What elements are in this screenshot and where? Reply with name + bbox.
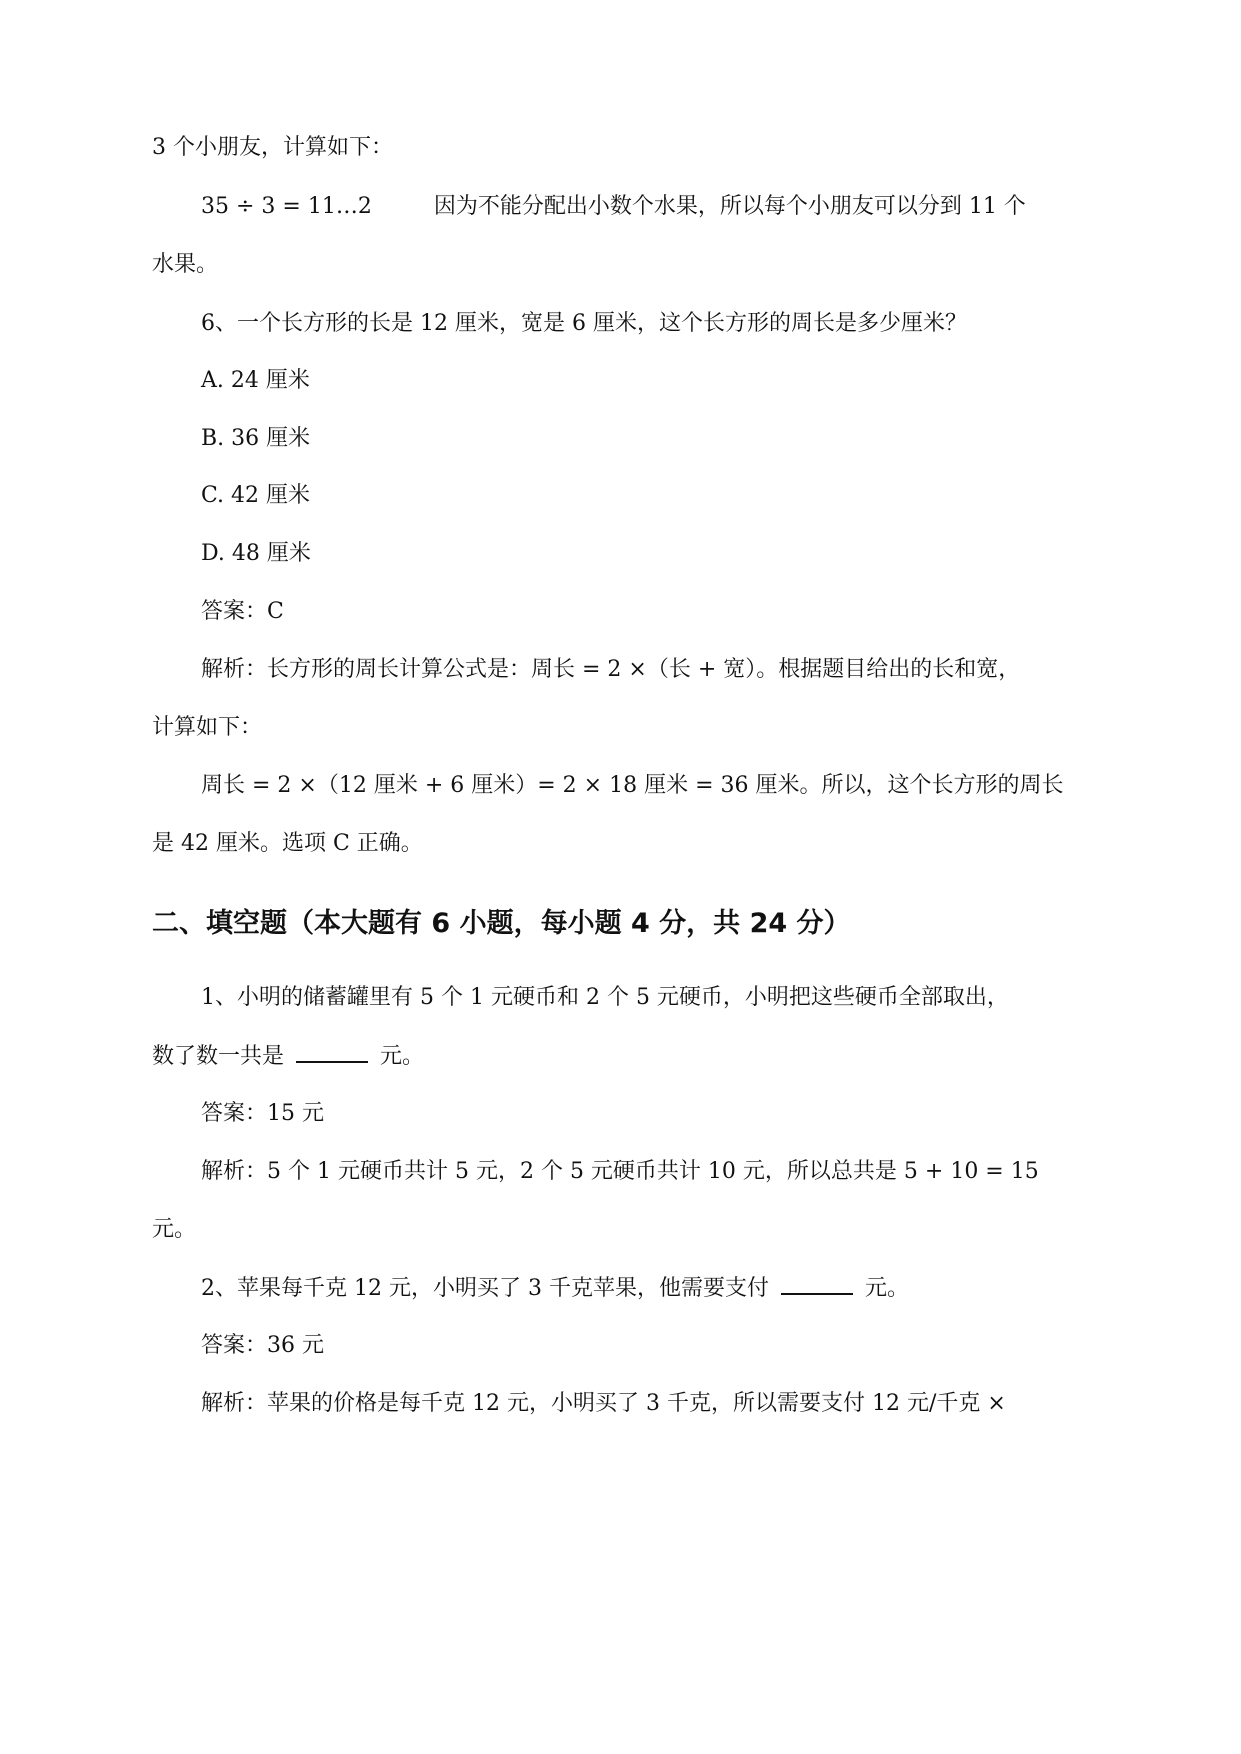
section-heading: 二、填空题（本大题有 6 小题，每小题 4 分，共 24 分）	[152, 908, 851, 939]
explanation-6: 解析：长方形的周长计算公式是：周长 = 2 ×（长 + 宽）。根据题目给出的长和宽，	[201, 657, 1021, 682]
text-line	[152, 1041, 424, 1072]
option-a: A. 24 厘米	[201, 368, 310, 393]
text-line	[201, 192, 1026, 222]
answer-blank	[296, 1041, 368, 1063]
answer-6: 答案：C	[201, 599, 284, 624]
text-fragment: 元。	[380, 1044, 425, 1069]
fill-question-2	[201, 1273, 909, 1304]
text-fragment: 2、苹果每千克 12 元，小明买了 3 千克苹果，他需要支付	[201, 1276, 769, 1301]
text-fragment: 数了数一共是	[152, 1044, 285, 1069]
text-line: 水果。	[152, 252, 219, 277]
answer-fill-2: 答案：36 元	[201, 1333, 324, 1358]
question-6: 6、一个长方形的长是 12 厘米，宽是 6 厘米，这个长方形的周长是多少厘米？	[201, 311, 967, 336]
text-line: 计算如下：	[152, 715, 263, 740]
fill-question-1: 1、小明的储蓄罐里有 5 个 1 元硬币和 2 个 5 元硬币，小明把这些硬币全部取出，	[201, 985, 1009, 1010]
explanation-fill-1: 解析：5 个 1 元硬币共计 5 元，2 个 5 元硬币共计 10 元，所以总共是 5 + 10 = 15	[201, 1159, 1039, 1184]
text-fragment: 元。	[864, 1276, 909, 1301]
answer-fill-1: 答案：15 元	[201, 1101, 324, 1126]
option-b: B. 36 厘米	[201, 426, 311, 451]
text-line: 元。	[152, 1217, 197, 1242]
division-explanation: 因为不能分配出小数个水果，所以每个小朋友可以分到 11 个	[433, 194, 1026, 219]
option-c: C. 42 厘米	[201, 483, 311, 508]
answer-blank	[781, 1273, 853, 1295]
calculation-line: 周长 = 2 ×（12 厘米 + 6 厘米）= 2 × 18 厘米 = 36 厘米。所以，这个长方形的周长	[201, 773, 1064, 798]
explanation-fill-2: 解析：苹果的价格是每千克 12 元，小明买了 3 千克，所以需要支付 12 元/千克 ×	[201, 1391, 1006, 1416]
text-line: 3 个小朋友，计算如下：	[152, 135, 393, 160]
text-line: 是 42 厘米。选项 C 正确。	[152, 831, 423, 856]
division-equation: 35 ÷ 3 = 11…2	[201, 194, 372, 219]
option-d: D. 48 厘米	[201, 541, 311, 566]
